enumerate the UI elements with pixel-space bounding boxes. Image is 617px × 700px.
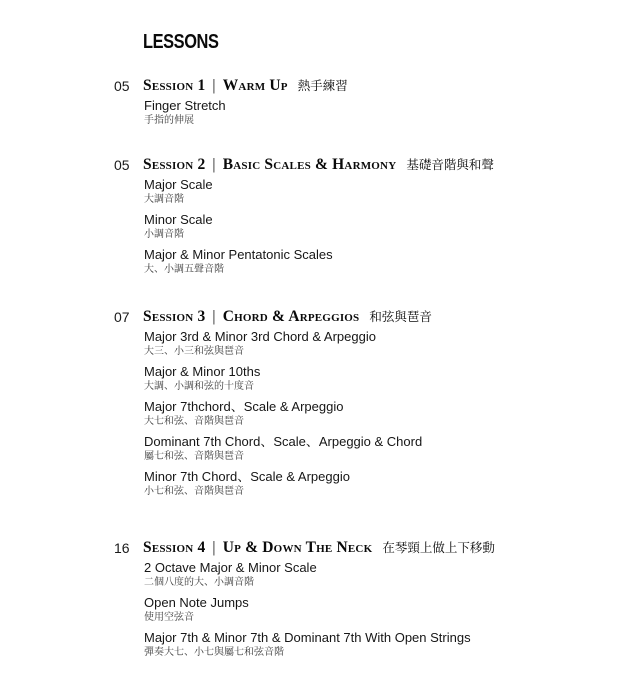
- lesson-title: Minor 7th Chord、Scale & Arpeggio: [144, 469, 350, 484]
- title-separator: |: [212, 308, 216, 325]
- session-label: Session 3: [143, 308, 206, 325]
- session-1: [0, 76, 617, 133]
- session-page-number: 16: [114, 540, 130, 556]
- session-4: [0, 538, 617, 665]
- lesson-title-chinese: 小七和弦、音階與琶音: [144, 486, 244, 497]
- lesson-title-chinese: 小調音階: [144, 229, 184, 240]
- session-label: Session 2: [143, 156, 206, 173]
- session-name: Basic Scales & Harmony: [222, 156, 397, 173]
- session-title: [143, 538, 495, 557]
- session-label: Session 1: [143, 77, 206, 94]
- session-page-number: 05: [114, 157, 130, 173]
- lesson-title: Major Scale: [144, 177, 213, 192]
- lesson-title-chinese: 使用空弦音: [144, 612, 194, 623]
- session-name-chinese: 熱手練習: [297, 78, 348, 93]
- session-name-chinese: 在琴頸上做上下移動: [382, 540, 495, 555]
- lesson-title-chinese: 大三、小三和弦與琶音: [144, 346, 244, 357]
- lesson-title: Major 7thchord、Scale & Arpeggio: [144, 399, 344, 414]
- lesson-title: Dominant 7th Chord、Scale、Arpeggio & Chord: [144, 434, 423, 449]
- session-title: [143, 155, 494, 174]
- session-header: [0, 538, 617, 560]
- lesson-title: 2 Octave Major & Minor Scale: [144, 560, 317, 575]
- lesson-item: [144, 434, 617, 463]
- session-header: [0, 307, 617, 329]
- session-name: Chord & Arpeggios: [222, 308, 360, 325]
- lesson-title-chinese: 彈奏大七、小七與屬七和弦音階: [144, 647, 284, 658]
- lesson-title-chinese: 大調音階: [144, 194, 184, 205]
- session-title: [143, 307, 432, 326]
- lesson-title-chinese: 屬七和弦、音階與琶音: [144, 451, 244, 462]
- lesson-item: [144, 329, 617, 358]
- lesson-item: [144, 212, 617, 241]
- session-label: Session 4: [143, 539, 206, 556]
- lesson-title-chinese: 二個八度的大、小調音階: [144, 577, 254, 588]
- session-name: Up & Down The Neck: [222, 539, 373, 556]
- lesson-item: [144, 247, 617, 276]
- lesson-item: [144, 177, 617, 206]
- lesson-list: [144, 177, 617, 276]
- lesson-item: [144, 469, 617, 498]
- lesson-title-chinese: 手指的伸展: [144, 115, 194, 126]
- page-heading: LESSONS: [143, 31, 219, 53]
- lesson-title: Major & Minor Pentatonic Scales: [144, 247, 333, 262]
- session-name-chinese: 和弦與琶音: [369, 309, 432, 324]
- lesson-title: Finger Stretch: [144, 98, 226, 113]
- lesson-title: Major 3rd & Minor 3rd Chord & Arpeggio: [144, 329, 376, 344]
- session-page-number: 07: [114, 309, 130, 325]
- session-title: [143, 76, 348, 95]
- session-name: Warm Up: [222, 77, 288, 94]
- session-header: [0, 155, 617, 177]
- session-header: [0, 76, 617, 98]
- session-3: [0, 307, 617, 504]
- session-name-chinese: 基礎音階與和聲: [406, 157, 494, 172]
- lesson-title: Major 7th & Minor 7th & Dominant 7th With Open Strings: [144, 630, 471, 645]
- lesson-item: [144, 364, 617, 393]
- lesson-title-chinese: 大、小調五聲音階: [144, 264, 224, 275]
- lesson-list: [144, 560, 617, 659]
- lesson-title: Major & Minor 10ths: [144, 364, 261, 379]
- lesson-title: Minor Scale: [144, 212, 213, 227]
- session-2: [0, 155, 617, 282]
- lesson-list: [144, 98, 617, 127]
- session-page-number: 05: [114, 78, 130, 94]
- title-separator: |: [212, 156, 216, 173]
- lesson-title-chinese: 大調、小調和弦的十度音: [144, 381, 254, 392]
- lesson-item: [144, 98, 617, 127]
- title-separator: |: [212, 77, 216, 94]
- lesson-item: [144, 630, 617, 659]
- lesson-list: [144, 329, 617, 498]
- title-separator: |: [212, 539, 216, 556]
- lesson-title-chinese: 大七和弦、音階與琶音: [144, 416, 244, 427]
- lesson-item: [144, 560, 617, 589]
- lesson-item: [144, 595, 617, 624]
- lesson-item: [144, 399, 617, 428]
- lesson-title: Open Note Jumps: [144, 595, 249, 610]
